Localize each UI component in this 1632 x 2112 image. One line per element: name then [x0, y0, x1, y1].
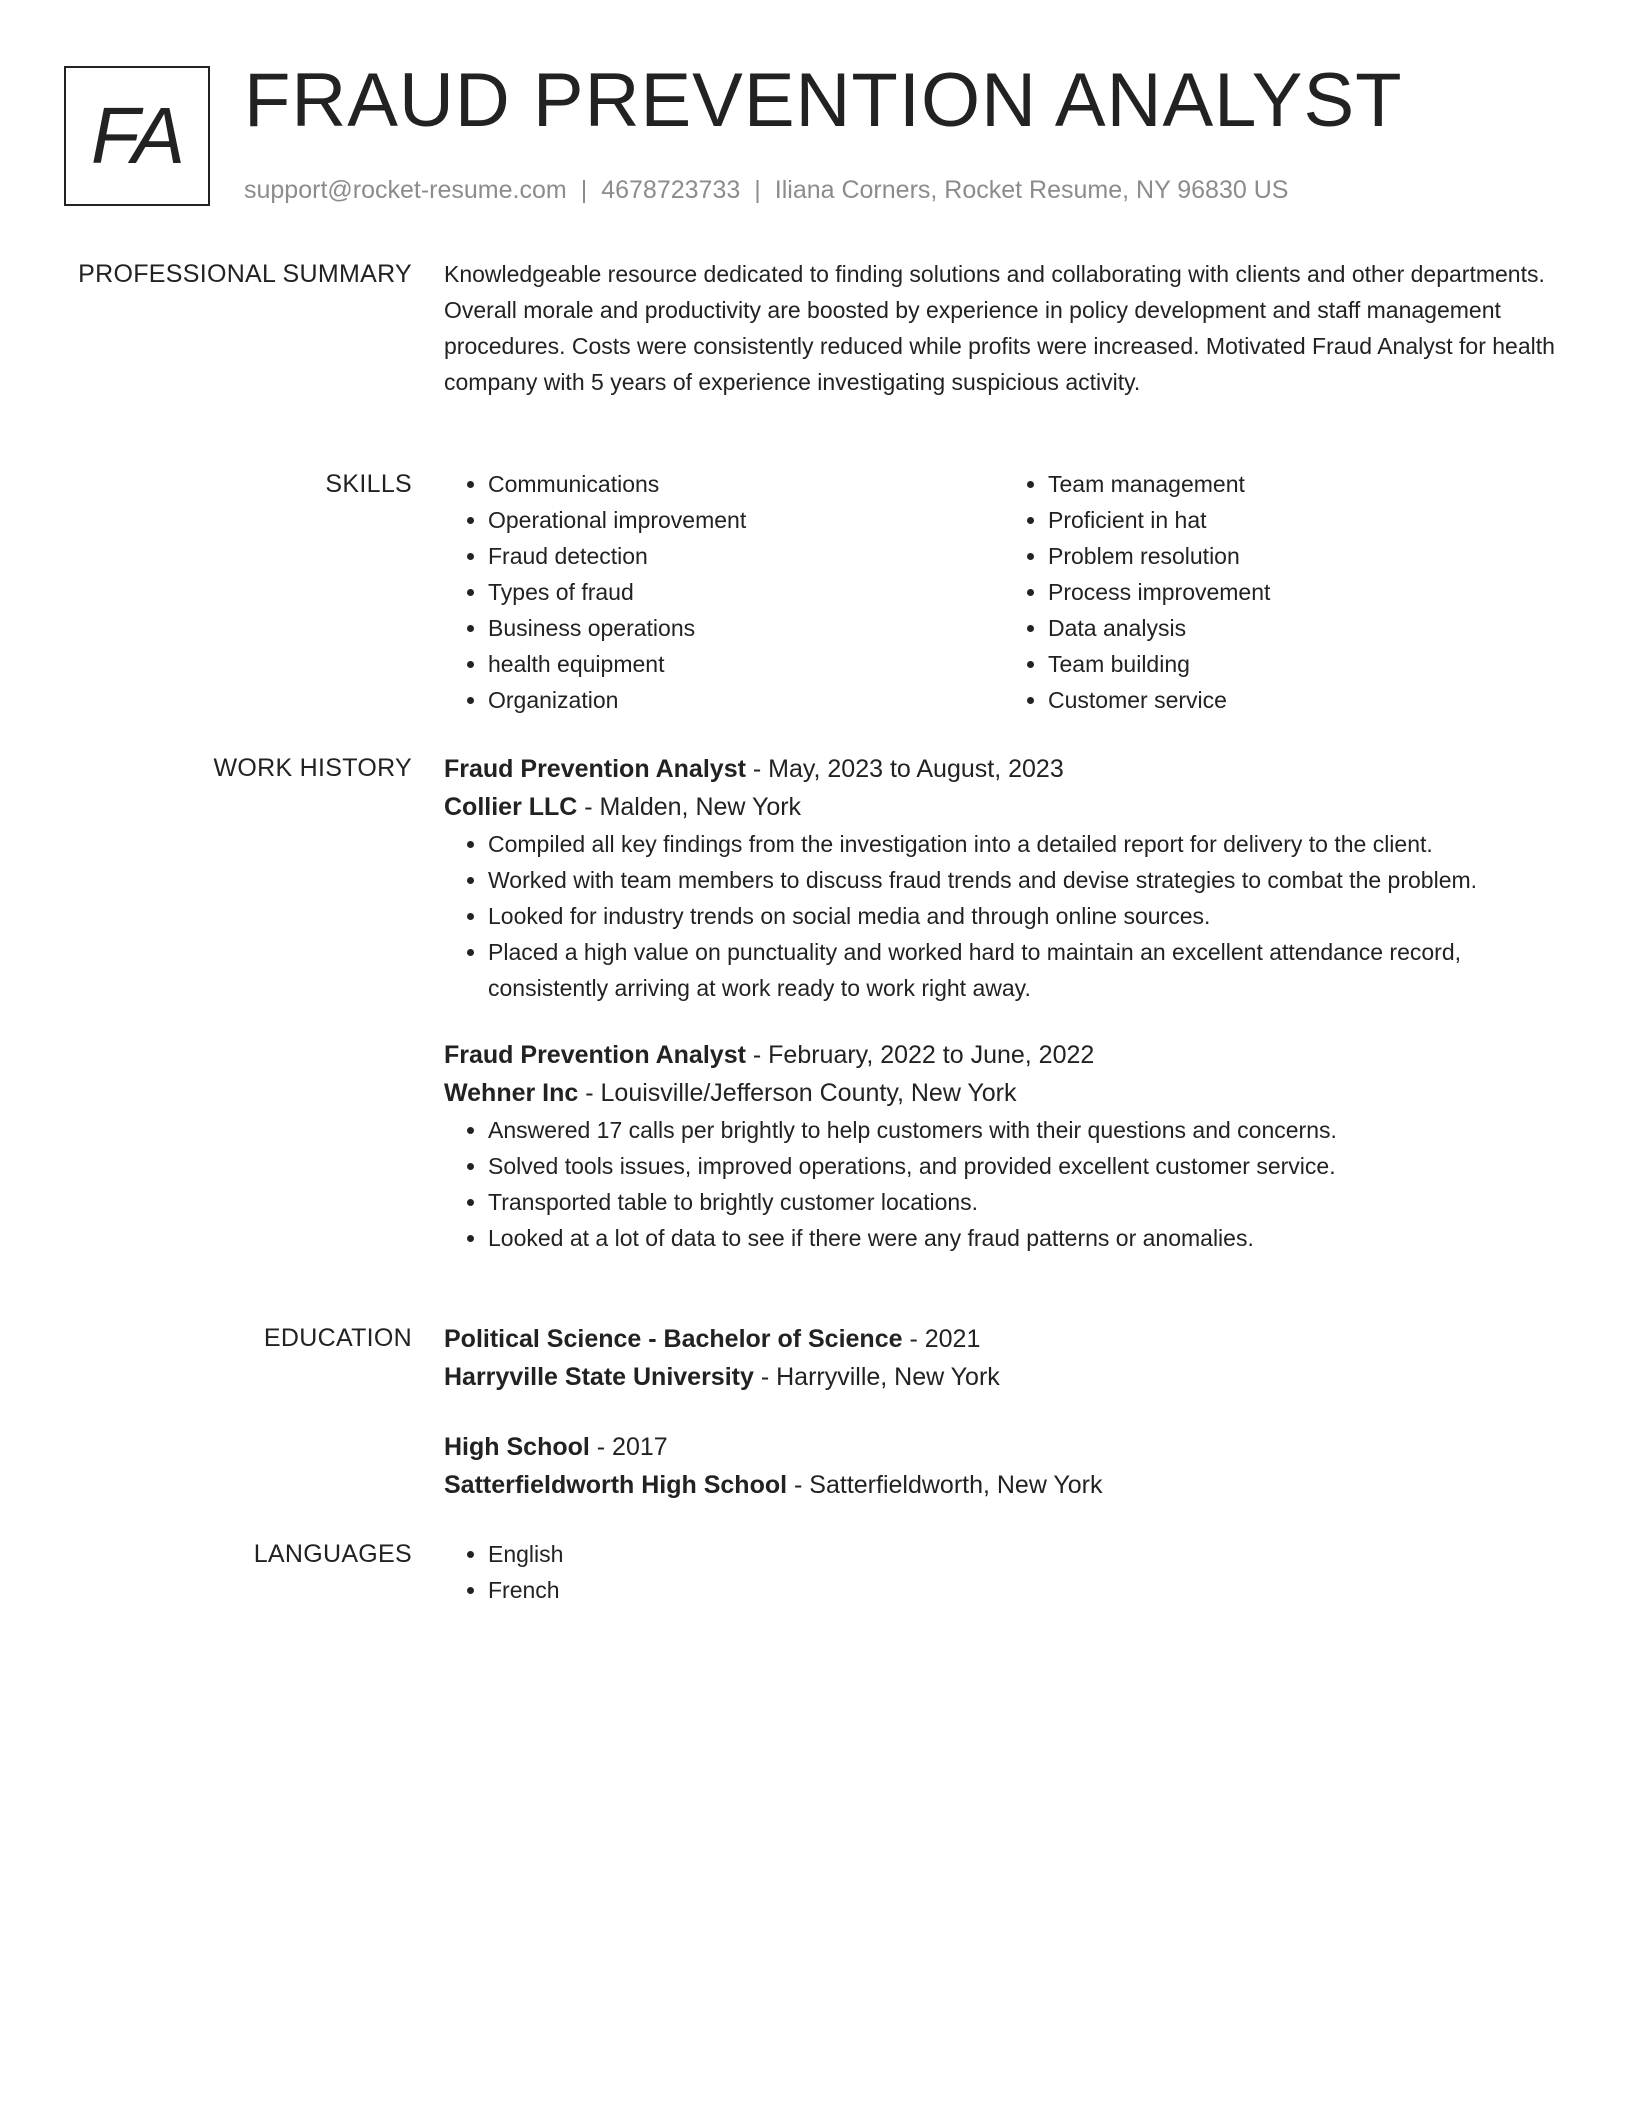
job-bullet: • Answered 17 calls per brightly to help customers with their questions and concerns. [488, 1112, 1564, 1148]
work-history-label: WORK HISTORY [213, 754, 412, 782]
job-bullet: • Looked at a lot of data to see if there were any fraud patterns or anomalies. [488, 1220, 1564, 1256]
contact-phone: 4678723733 [601, 176, 741, 204]
job-entry [444, 750, 1564, 1006]
company-location: - Malden, New York [577, 793, 802, 821]
skill-item: • Customer service [1048, 682, 1564, 718]
skill-item: • Organization [488, 682, 1004, 718]
job-bullet: • Solved tools issues, improved operations, and provided excellent customer service. [488, 1148, 1564, 1184]
skill-item: • Data analysis [1048, 610, 1564, 646]
job-dates: - February, 2022 to June, 2022 [745, 1041, 1095, 1069]
page-title: FRAUD PREVENTION ANALYST [244, 58, 1403, 143]
summary-label: PROFESSIONAL SUMMARY [78, 260, 412, 288]
monogram-initials: FA [90, 91, 184, 180]
job-title: Fraud Prevention Analyst [444, 755, 746, 783]
job-title-line [444, 750, 1564, 788]
languages-list [444, 1536, 1564, 1608]
school-line [444, 1358, 1564, 1396]
skills-body [444, 466, 1564, 718]
job-dates: - May, 2023 to August, 2023 [745, 755, 1064, 783]
job-bullets [444, 826, 1564, 1006]
skill-item: • Communications [488, 466, 1004, 502]
skills-label: SKILLS [325, 470, 412, 498]
contact-line [244, 172, 1288, 208]
contact-address: Iliana Corners, Rocket Resume, NY 96830 US [774, 176, 1289, 204]
school-line [444, 1466, 1564, 1504]
work-history-body [444, 750, 1564, 1286]
skill-item: • Team management [1048, 466, 1564, 502]
company-location: - Louisville/Jefferson County, New York [578, 1079, 1017, 1107]
monogram-box [64, 66, 210, 206]
languages-body [444, 1536, 1564, 1608]
skill-item: • Types of fraud [488, 574, 1004, 610]
education-entry [444, 1320, 1564, 1396]
education-entry [444, 1428, 1564, 1504]
job-bullets [444, 1112, 1564, 1256]
company-line [444, 788, 1564, 826]
job-bullet: • Compiled all key findings from the investigation into a detailed report for delivery to the client. [488, 826, 1564, 862]
company-name: Collier LLC [444, 793, 578, 821]
degree-line [444, 1428, 1564, 1466]
degree-name: High School [444, 1433, 590, 1461]
skill-item: • Operational improvement [488, 502, 1004, 538]
school-name: Satterfieldworth High School [444, 1471, 788, 1499]
skills-list-left [444, 466, 1004, 718]
summary-text: Knowledgeable resource dedicated to finding solutions and collaborating with clients and other departments. Overall morale and productivity are boosted by experience in policy development and staff management procedures. Costs were consistently reduced while profits were increased. Motivated Fraud Analyst for health company with 5 years of experience investigating suspicious activity. [444, 261, 1555, 395]
degree-name: Political Science - Bachelor of Science [444, 1325, 903, 1353]
school-location: - Satterfieldworth, New York [787, 1471, 1103, 1499]
summary-body [444, 256, 1564, 400]
contact-separator: | [580, 176, 588, 204]
skill-item: • Process improvement [1048, 574, 1564, 610]
skills-list-right [1004, 466, 1564, 718]
skill-item: • Problem resolution [1048, 538, 1564, 574]
degree-year: - 2021 [902, 1325, 981, 1353]
job-entry [444, 1036, 1564, 1256]
language-item: • French [488, 1572, 1564, 1608]
job-title-line [444, 1036, 1564, 1074]
skill-item: • health equipment [488, 646, 1004, 682]
company-name: Wehner Inc [444, 1079, 579, 1107]
languages-label: LANGUAGES [253, 1540, 412, 1568]
degree-line [444, 1320, 1564, 1358]
job-bullet: • Placed a high value on punctuality and worked hard to maintain an excellent attendance record, consistently arriving at work ready to work right away. [488, 934, 1564, 1006]
job-bullet: • Transported table to brightly customer locations. [488, 1184, 1564, 1220]
school-location: - Harryville, New York [753, 1363, 1000, 1391]
skill-item: • Proficient in hat [1048, 502, 1564, 538]
school-name: Harryville State University [444, 1363, 754, 1391]
company-line [444, 1074, 1564, 1112]
degree-year: - 2017 [589, 1433, 668, 1461]
contact-email: support@rocket-resume.com [244, 176, 567, 204]
skill-item: • Business operations [488, 610, 1004, 646]
skill-item: • Fraud detection [488, 538, 1004, 574]
language-item: • English [488, 1536, 1564, 1572]
contact-separator: | [754, 176, 761, 204]
job-bullet: • Worked with team members to discuss fraud trends and devise strategies to combat the problem. [488, 862, 1564, 898]
education-body [444, 1320, 1564, 1536]
job-title: Fraud Prevention Analyst [444, 1041, 746, 1069]
education-label: EDUCATION [263, 1324, 412, 1352]
skill-item: • Team building [1048, 646, 1564, 682]
job-bullet: • Looked for industry trends on social media and through online sources. [488, 898, 1564, 934]
